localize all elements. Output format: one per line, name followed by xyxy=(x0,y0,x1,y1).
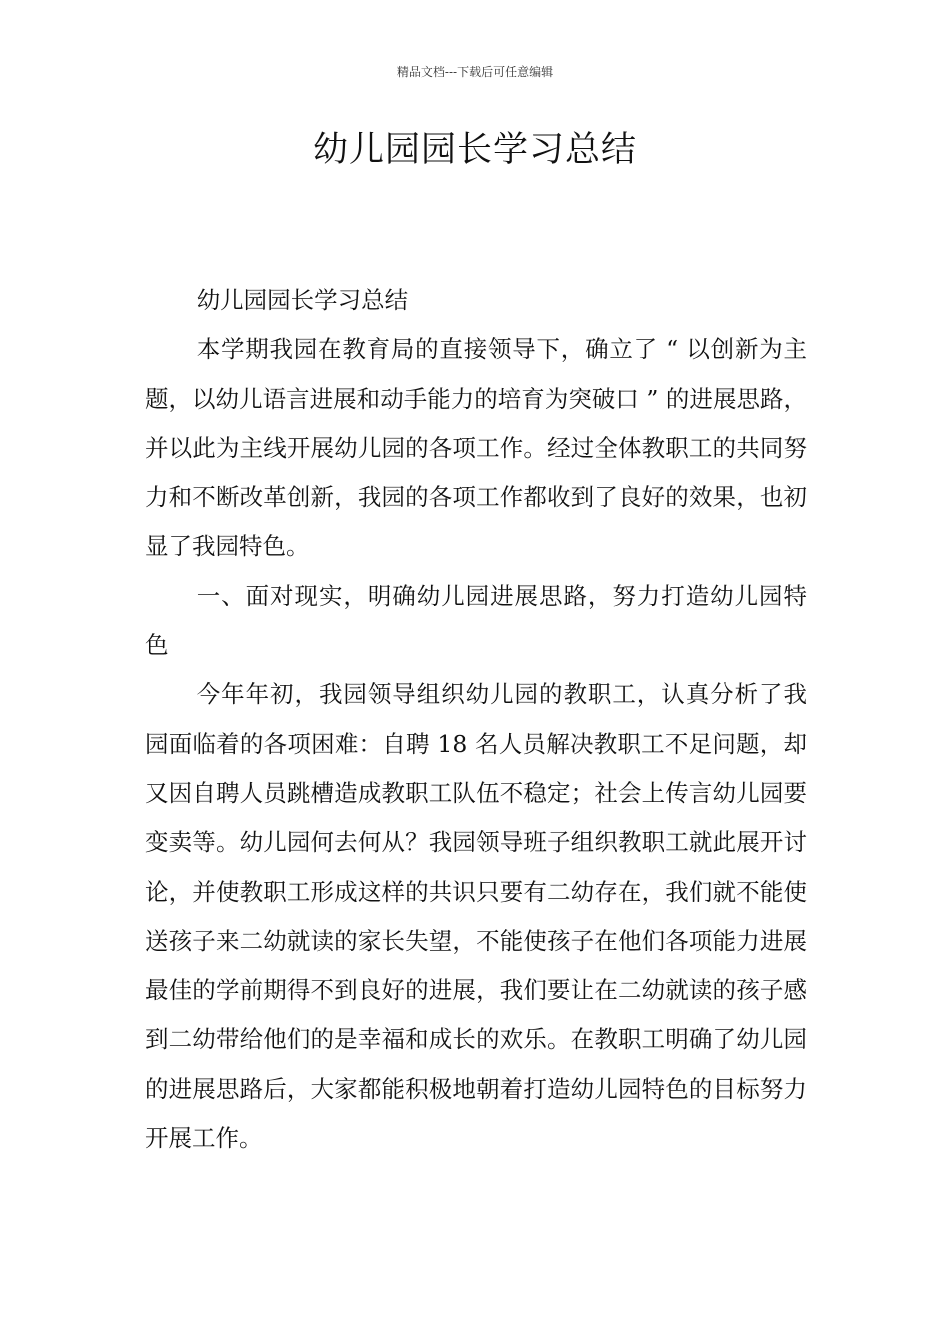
page-header: 精品文档---下载后可任意编辑 xyxy=(396,65,554,79)
document-title: 幼儿园园长学习总结 xyxy=(312,130,637,170)
paragraph-section-heading: 一、面对现实，明确幼儿园进展思路，努力打造幼儿园特色 xyxy=(145,581,807,660)
paragraph-section-body: 今年年初，我园领导组织幼儿园的教职工，认真分析了我园面临着的各项困难：自聘 18 名人员解决教职工不足问题，却又因自聘人员跳槽造成教职工队伍不稳定；社会上传言幼儿园要变卖等。幼儿园何去何从？我园领导班子组织教职工就此展开讨论，并使教职工形成这样的共识只要有二幼存在，我们就不能使送孩子来二幼就读的家长失望，不能使孩子在他们各项能力进展最佳的学前期得不到良好的进展，我们要让在二幼就读的孩子感到二幼带给他们的是幸福和成长的欢乐。在教职工明确了幼儿园的进展思路后，大家都能积极地朝着打造幼儿园特色的目标努力开展工作。 xyxy=(145,680,807,1153)
paragraph-subtitle: 幼儿园园长学习总结 xyxy=(196,286,409,314)
paragraph-intro: 本学期我园在教育局的直接领导下，确立了 “ 以创新为主题，以幼儿语言进展和动手能力的培育为突破口 ” 的进展思路，并以此为主线开展幼儿园的各项工作。经过全体教职工的共同努力和不断改革创新，我园的各项工作都收到了良好的效果，也初显了我园特色。 xyxy=(145,335,807,561)
document-body xyxy=(145,276,807,1163)
